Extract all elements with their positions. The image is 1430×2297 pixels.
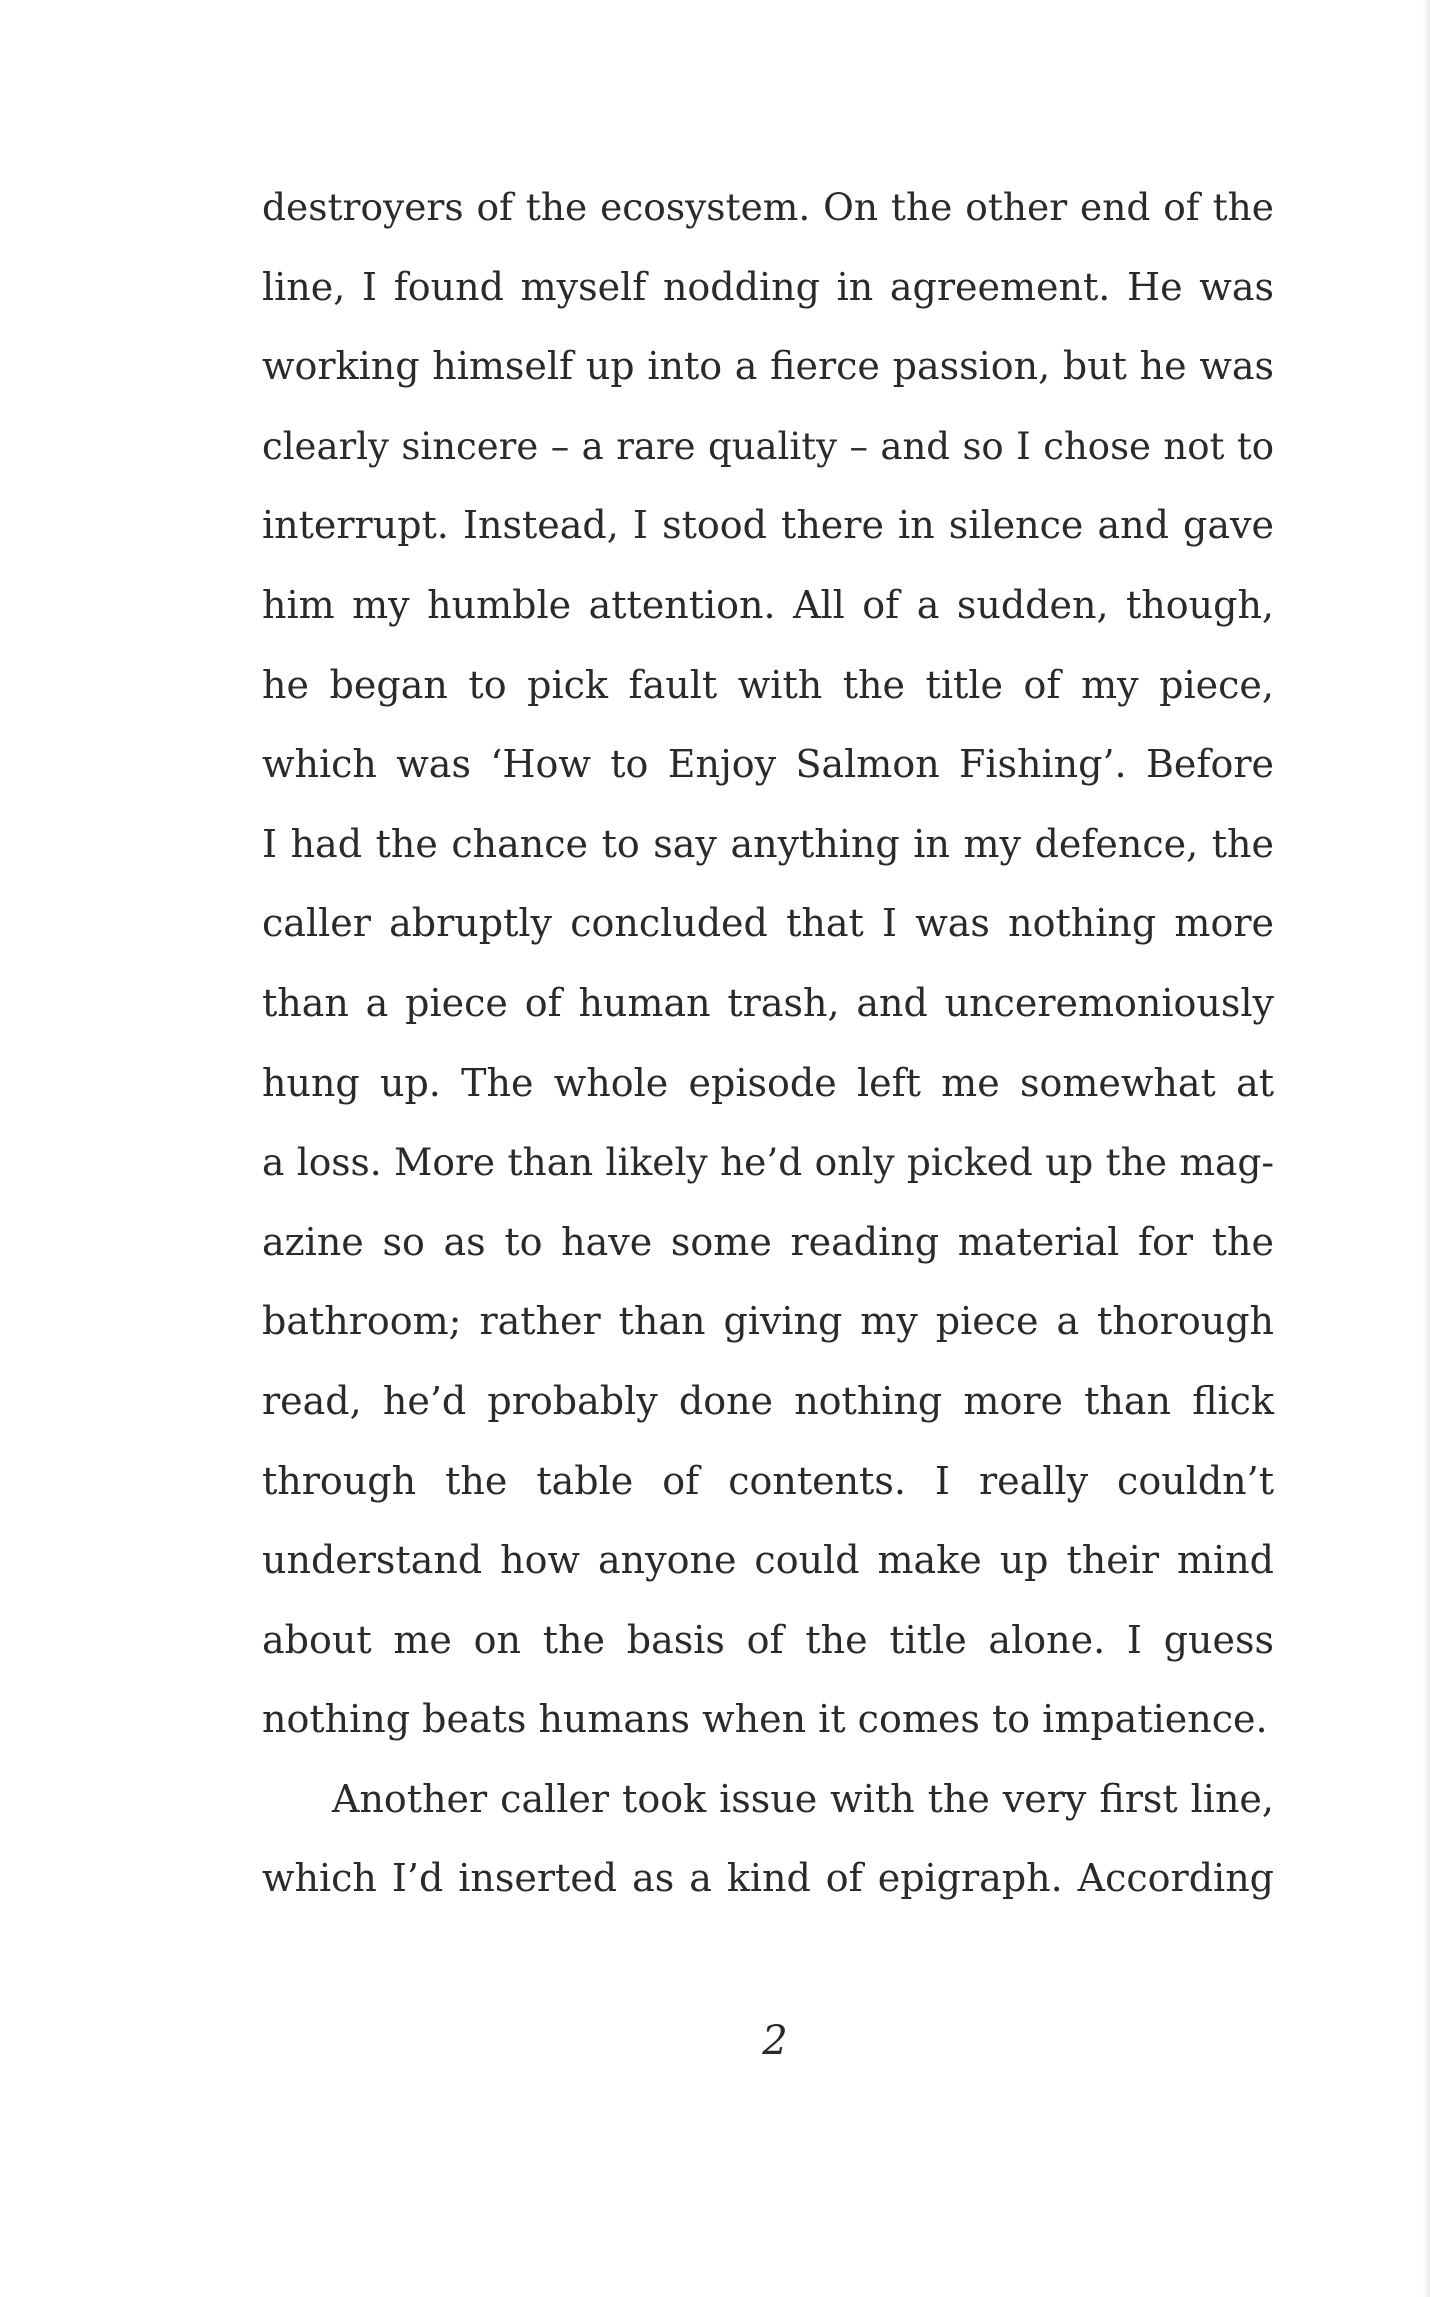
text-line: through the table of contents. I really couldn’t — [262, 1458, 1274, 1503]
page-edge-shadow — [1422, 0, 1430, 2297]
text-line: I had the chance to say anything in my defence, the — [262, 821, 1274, 866]
text-line: he began to pick fault with the title of my piece, — [262, 662, 1274, 707]
text-line-paragraph-start: Another caller took issue with the very first line, — [332, 1776, 1274, 1821]
text-line: read, he’d probably done nothing more than flick — [262, 1378, 1274, 1423]
text-line: azine so as to have some reading material for the — [262, 1219, 1274, 1264]
text-line: a loss. More than likely he’d only picked up the mag- — [262, 1140, 1274, 1185]
text-line: which was ‘How to Enjoy Salmon Fishing’. Before — [262, 742, 1274, 787]
text-line: him my humble attention. All of a sudden, though, — [262, 582, 1274, 627]
text-line: which I’d inserted as a kind of epigraph. According — [262, 1856, 1274, 1901]
text-line: understand how anyone could make up their mind — [262, 1538, 1274, 1583]
text-line: than a piece of human trash, and unceremoniously — [262, 980, 1274, 1025]
text-line: caller abruptly concluded that I was nothing more — [262, 901, 1274, 946]
text-line: hung up. The whole episode left me somewhat at — [262, 1060, 1274, 1105]
text-line: line, I found myself nodding in agreement. He was — [262, 264, 1274, 309]
text-line: destroyers of the ecosystem. On the other end of the — [262, 185, 1274, 229]
text-line: working himself up into a fierce passion, but he was — [262, 344, 1274, 389]
text-line: clearly sincere – a rare quality – and so I chose not to — [262, 424, 1274, 468]
page-number: 2 — [762, 2018, 788, 2064]
text-line: bathroom; rather than giving my piece a thorough — [262, 1299, 1274, 1344]
body-text — [262, 168, 1274, 1919]
text-line: nothing beats humans when it comes to impatience. — [262, 1697, 1268, 1742]
text-line: about me on the basis of the title alone. I guess — [262, 1617, 1274, 1662]
text-line: interrupt. Instead, I stood there in silence and gave — [262, 503, 1274, 548]
